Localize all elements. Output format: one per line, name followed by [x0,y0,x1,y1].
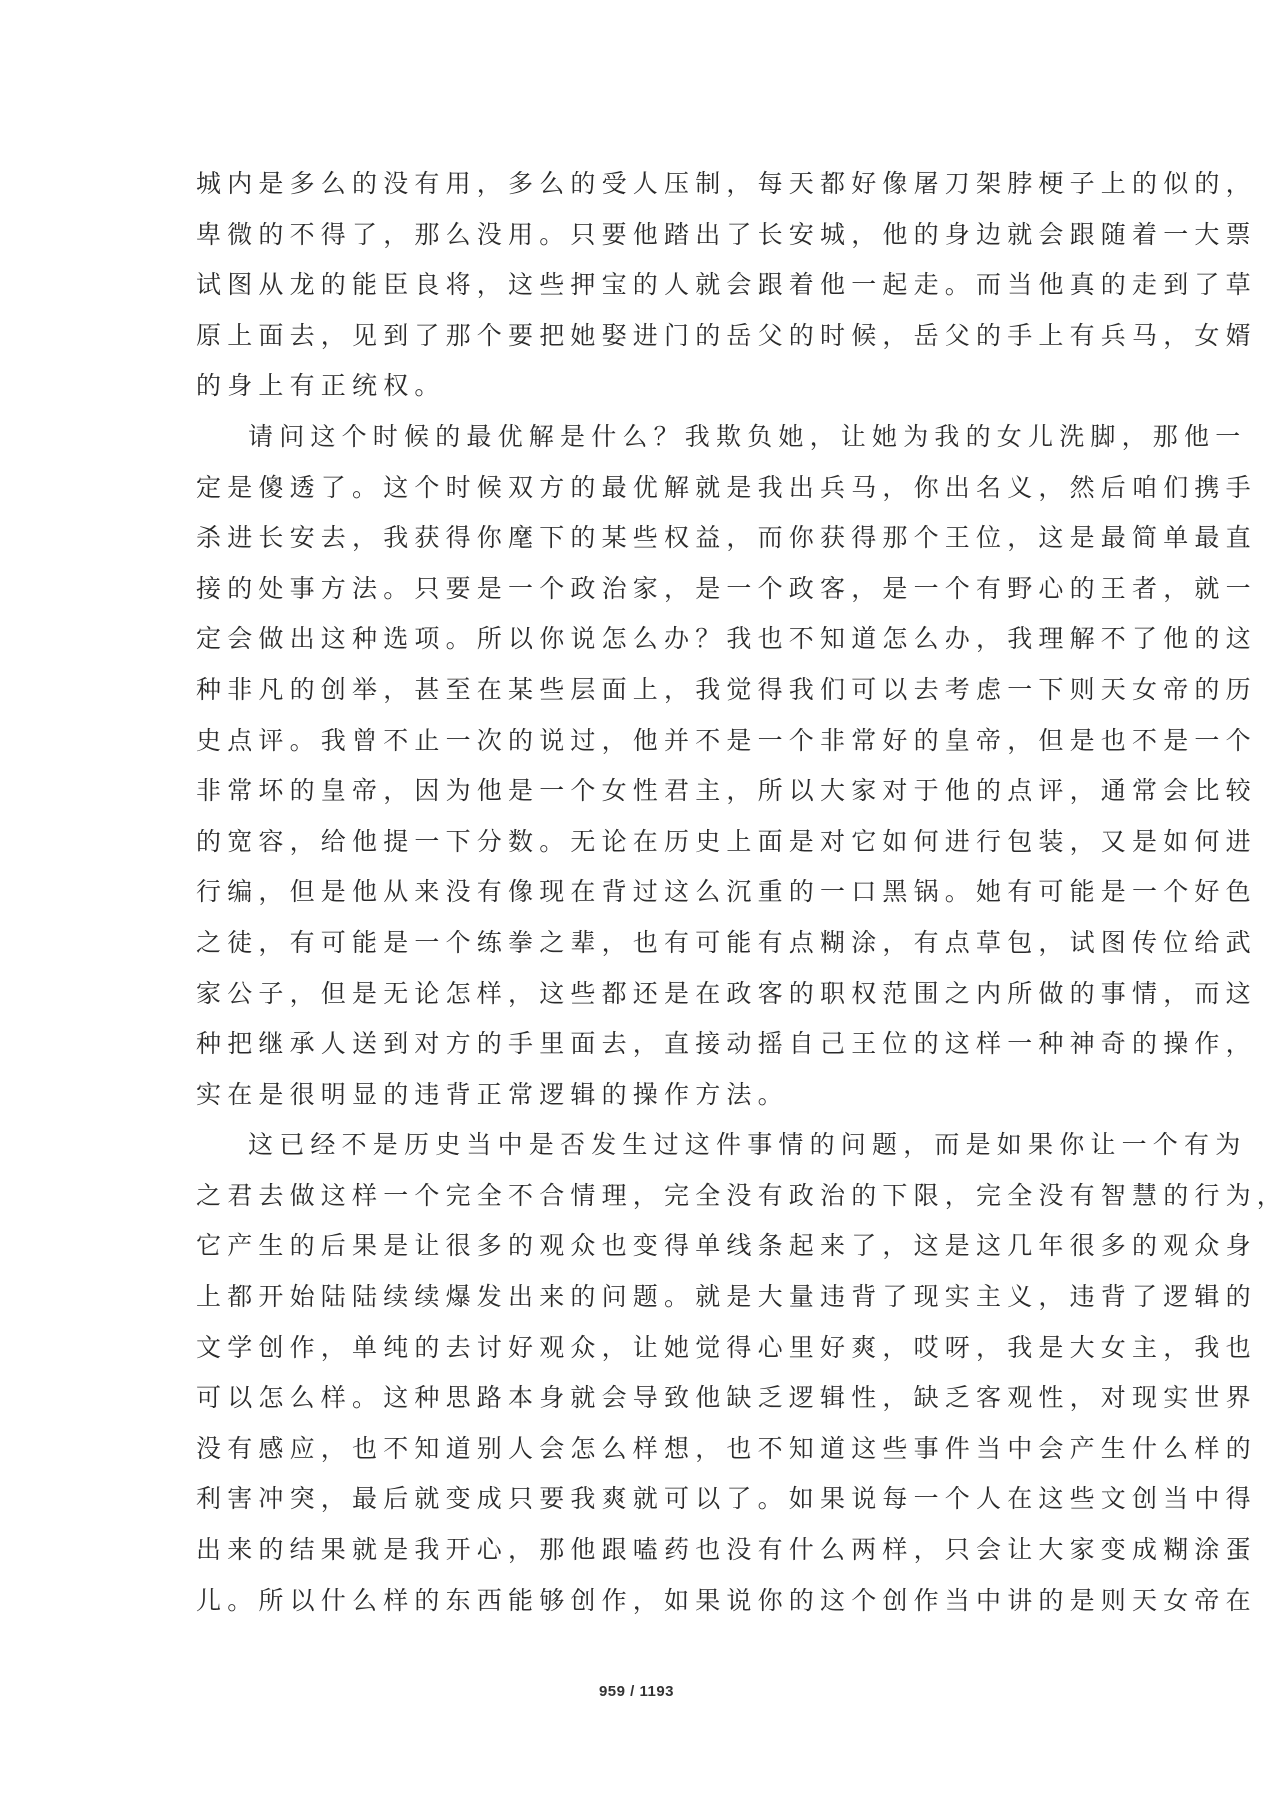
text-line: 的身上有正统权。 [196,371,446,401]
text-line: 上都开始陆陆续续爆发出来的问题。就是大量违背了现实主义，违背了逻辑的 [196,1282,1257,1312]
text-line: 之君去做这样一个完全不合情理，完全没有政治的下限，完全没有智慧的行为， [196,1180,1288,1210]
text-line: 非常坏的皇帝，因为他是一个女性君主，所以大家对于他的点评，通常会比较 [196,776,1257,806]
text-line: 卑微的不得了，那么没用。只要他踏出了长安城，他的身边就会跟随着一大票 [196,219,1257,249]
text-line: 可以怎么样。这种思路本身就会导致他缺乏逻辑性，缺乏客观性，对现实世界 [196,1383,1257,1413]
text-line: 儿。所以什么样的东西能够创作，如果说你的这个创作当中讲的是则天女帝在 [196,1585,1257,1615]
paragraph-first-line: 请问这个时候的最优解是什么？我欺负她，让她为我的女儿洗脚，那他一 [248,421,1247,451]
page-number: 959 / 1193 [598,1683,675,1700]
text-line: 家公子，但是无论怎样，这些都还是在政客的职权范围之内所做的事情，而这 [196,978,1257,1008]
paragraph-first-line: 这已经不是历史当中是否发生过这件事情的问题，而是如果你让一个有为 [248,1130,1247,1160]
text-line: 种把继承人送到对方的手里面去，直接动摇自己王位的这样一种神奇的操作， [196,1029,1257,1059]
text-line: 行编，但是他从来没有像现在背过这么沉重的一口黑锅。她有可能是一个好色 [196,877,1257,907]
text-line: 它产生的后果是让很多的观众也变得单线条起来了，这是这几年很多的观众身 [196,1231,1257,1261]
text-line: 的宽容，给他提一下分数。无论在历史上面是对它如何进行包装，又是如何进 [196,826,1257,856]
text-line: 种非凡的创举，甚至在某些层面上，我觉得我们可以去考虑一下则天女帝的历 [196,674,1257,704]
text-line: 原上面去，见到了那个要把她娶进门的岳父的时候，岳父的手上有兵马，女婿 [196,320,1257,350]
text-line: 杀进长安去，我获得你麾下的某些权益，而你获得那个王位，这是最简单最直 [196,523,1257,553]
text-line: 出来的结果就是我开心，那他跟嗑药也没有什么两样，只会让大家变成糊涂蛋 [196,1535,1257,1565]
text-line: 利害冲突，最后就变成只要我爽就可以了。如果说每一个人在这些文创当中得 [196,1484,1257,1514]
text-line: 没有感应，也不知道别人会怎么样想，也不知道这些事件当中会产生什么样的 [196,1433,1257,1463]
text-line: 史点评。我曾不止一次的说过，他并不是一个非常好的皇帝，但是也不是一个 [196,725,1257,755]
text-line: 之徒，有可能是一个练拳之辈，也有可能有点糊涂，有点草包，试图传位给武 [196,927,1257,957]
text-line: 接的处事方法。只要是一个政治家，是一个政客，是一个有野心的王者，就一 [196,573,1257,603]
text-line: 实在是很明显的违背正常逻辑的操作方法。 [196,1079,789,1109]
text-line: 定会做出这种选项。所以你说怎么办？我也不知道怎么办，我理解不了他的这 [196,624,1257,654]
text-line: 文学创作，单纯的去讨好观众，让她觉得心里好爽，哎呀，我是大女主，我也 [196,1332,1257,1362]
text-line: 城内是多么的没有用，多么的受人压制，每天都好像屠刀架脖梗子上的似的， [196,169,1257,198]
text-line: 试图从龙的能臣良将，这些押宝的人就会跟着他一起走。而当他真的走到了草 [196,270,1257,300]
text-line: 定是傻透了。这个时候双方的最优解就是我出兵马，你出名义，然后咱们携手 [196,472,1257,502]
body-text [196,159,1288,1626]
